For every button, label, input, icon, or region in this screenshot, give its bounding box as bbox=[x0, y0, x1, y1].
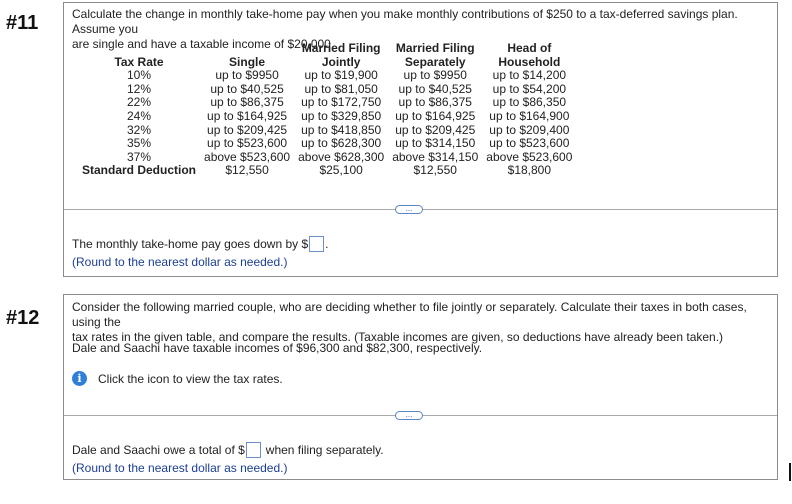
cell-rate: 35% bbox=[126, 136, 152, 151]
header-married-separately: Married Filing Separately bbox=[395, 41, 475, 69]
answer-prefix: The monthly take-home pay goes down by $ bbox=[72, 237, 309, 251]
cell-household: above $523,600 bbox=[486, 149, 573, 164]
cell-household: up to $523,600 bbox=[489, 136, 570, 151]
cell-jointly: up to $329,850 bbox=[301, 108, 382, 123]
prompt-line-2: tax rates in the given table, and compare the results. (Taxable incomes are given, so deductions have already been taken.) bbox=[72, 330, 724, 344]
cell-rate: 24% bbox=[126, 108, 152, 123]
cell-jointly: above $628,300 bbox=[298, 149, 385, 164]
cell-deduction-label: Standard Deduction bbox=[82, 163, 197, 178]
table-row bbox=[78, 151, 576, 165]
cell-jointly: up to $418,850 bbox=[301, 122, 382, 137]
cell-separately: above $314,150 bbox=[392, 149, 479, 164]
prompt-line-1: Consider the following married couple, who are deciding whether to file jointly or separately. Calculate their taxes in both cases, using the bbox=[72, 300, 747, 329]
cell-separately: up to $86,375 bbox=[398, 95, 472, 110]
text-cursor bbox=[789, 463, 791, 481]
answer-prefix: Dale and Saachi owe a total of $ bbox=[72, 443, 245, 457]
table-row bbox=[78, 83, 576, 97]
cell-rate: 22% bbox=[126, 95, 152, 110]
cell-household: up to $209,400 bbox=[489, 122, 570, 137]
rounding-hint: (Round to the nearest dollar as needed.) bbox=[72, 255, 288, 269]
cell-single: up to $86,375 bbox=[210, 95, 284, 110]
cell-single: up to $523,600 bbox=[207, 136, 288, 151]
couple-incomes-text: Dale and Saachi have taxable incomes of $96,300 and $82,300, respectively. bbox=[72, 341, 483, 355]
cell-single: up to $40,525 bbox=[210, 81, 284, 96]
cell-jointly: up to $628,300 bbox=[301, 136, 382, 151]
cell-jointly: $25,100 bbox=[319, 163, 363, 178]
cell-jointly: up to $19,900 bbox=[304, 68, 378, 83]
cell-household: up to $86,350 bbox=[492, 95, 567, 110]
answer-line-11 bbox=[72, 236, 328, 252]
info-row bbox=[72, 371, 283, 386]
standard-deduction-row bbox=[78, 164, 576, 178]
header-tax-rate: Tax Rate bbox=[114, 54, 164, 69]
info-text: Click the icon to view the tax rates. bbox=[98, 371, 283, 386]
tax-rate-table bbox=[78, 42, 576, 178]
cell-household: up to $14,200 bbox=[492, 68, 567, 83]
answer-line-12 bbox=[72, 442, 384, 458]
cell-rate: 12% bbox=[126, 81, 152, 96]
cell-single: $12,550 bbox=[225, 163, 269, 178]
cell-separately: up to $314,150 bbox=[395, 136, 476, 151]
expand-more-button[interactable]: ... bbox=[395, 205, 423, 214]
cell-household: $18,800 bbox=[507, 163, 552, 178]
table-row bbox=[78, 69, 576, 83]
info-icon[interactable]: i bbox=[72, 371, 87, 386]
question-12-panel bbox=[63, 294, 778, 480]
cell-separately: up to $40,525 bbox=[398, 81, 472, 96]
expand-more-button[interactable]: ... bbox=[395, 411, 423, 420]
question-number-11: #11 bbox=[6, 12, 39, 34]
cell-single: above $523,600 bbox=[204, 149, 291, 164]
cell-separately: up to $209,425 bbox=[395, 122, 476, 137]
table-row bbox=[78, 137, 576, 151]
cell-rate: 37% bbox=[126, 149, 152, 164]
question-number-12: #12 bbox=[6, 307, 40, 329]
cell-rate: 32% bbox=[126, 122, 152, 137]
answer-input[interactable] bbox=[309, 236, 324, 252]
question-11-panel bbox=[63, 2, 778, 277]
cell-separately: $12,550 bbox=[413, 163, 457, 178]
answer-suffix: . bbox=[325, 237, 329, 251]
cell-household: up to $54,200 bbox=[492, 81, 567, 96]
cell-separately: up to $9950 bbox=[403, 68, 467, 83]
answer-input[interactable] bbox=[246, 442, 261, 458]
table-row bbox=[78, 110, 576, 124]
cell-jointly: up to $172,750 bbox=[301, 95, 382, 110]
cell-single: up to $9950 bbox=[215, 68, 279, 83]
header-married-jointly: Married Filing Jointly bbox=[301, 41, 381, 69]
answer-suffix: when filing separately. bbox=[265, 443, 384, 457]
header-head-of-household: Head of Household bbox=[498, 41, 561, 69]
cell-household: up to $164,900 bbox=[489, 108, 570, 123]
cell-separately: up to $164,925 bbox=[395, 108, 476, 123]
question-12-prompt bbox=[72, 300, 769, 345]
table-row bbox=[78, 124, 576, 138]
cell-rate: 10% bbox=[126, 68, 152, 83]
cell-single: up to $209,425 bbox=[207, 122, 288, 137]
table-row bbox=[78, 96, 576, 110]
rounding-hint: (Round to the nearest dollar as needed.) bbox=[72, 461, 288, 475]
header-single: Single bbox=[229, 54, 266, 69]
prompt-line-2: are single and have a taxable income of $20,000. bbox=[72, 37, 335, 51]
prompt-line-1: Calculate the change in monthly take-home pay when you make monthly contributions of $250 to a tax-deferred savings plan. Assume you bbox=[72, 7, 738, 36]
cell-single: up to $164,925 bbox=[207, 108, 288, 123]
cell-jointly: up to $81,050 bbox=[304, 81, 378, 96]
table-header-row bbox=[78, 42, 576, 69]
